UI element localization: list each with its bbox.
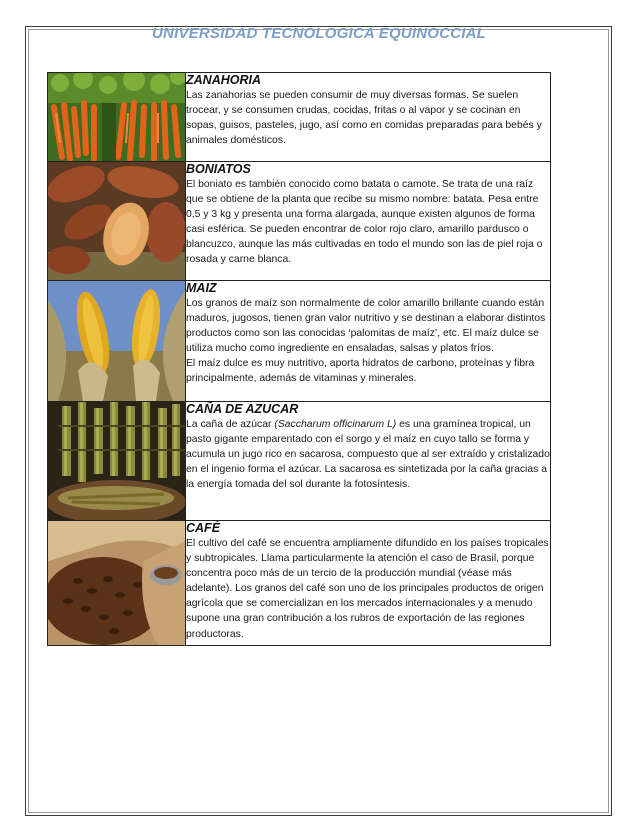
table-row-boniatos: [48, 162, 551, 281]
zanahoria-description-cell: [186, 73, 551, 162]
maiz-description-cell: [186, 281, 551, 402]
table-row-maiz: [48, 281, 551, 402]
crop-title: ZANAHORIA: [186, 73, 261, 87]
crop-paragraph: El boniato es también conocido como batata o camote. Se trata de una raíz que se obtiene de la planta que recibe su mismo nombre: batata. Pesa entre 0,5 y 3 kg y presenta una forma alargada, aunque existen algunos de forma casi esférica. Se pueden encontrar de color rojo claro, amarillo pardusco o blancuzco, aunque las más cultivadas en todo el mundo son las de piel roja o rosada y carne blanca.: [186, 179, 543, 266]
boniatos-description-cell: [186, 162, 551, 281]
scientific-name: (Saccharum officinarum L): [274, 419, 397, 430]
table-row-zanahoria: [48, 73, 551, 162]
crop-text-part: La caña de azúcar: [186, 419, 275, 430]
table-row-cana-de-azucar: [48, 402, 551, 521]
crop-title: MAIZ: [186, 281, 217, 295]
crop-paragraph: El cultivo del café se encuentra ampliamente difundido en los países tropicales y subtropicales. Llama particularmente la atención el caso de Brasil, porque concentra poco más de un tercio de la producción mundial (véase más adelante). Los granos del café son uno de los principales productos de origen agrícola que se comercializan en los mercados internacionales y a menudo supone una gran contribución a los rubros de exportación de las regiones productoras.: [186, 538, 549, 640]
crop-title: BONIATOS: [186, 162, 251, 176]
table-row-cafe: [48, 521, 551, 646]
crops-table: [47, 72, 551, 646]
sweet-potatoes-photo: [48, 162, 186, 281]
crop-title: CAÑA DE AZUCAR: [186, 402, 299, 416]
cana-description-cell: [186, 402, 551, 521]
crop-paragraph: Los granos de maíz son normalmente de color amarillo brillante cuando están maduros, jugosos, tienen gran valor nutritivo y se destinan a elaborar distintos productos como son las conocidas ‘palomitas de maíz’, etc. El maíz dulce se utiliza mucho como ingrediente en ensaladas, salsas y platos fríos.: [186, 298, 546, 355]
carrots-photo: [48, 73, 186, 162]
coffee-beans-photo: [48, 521, 186, 646]
corn-photo: [48, 281, 186, 402]
crop-paragraph: Las zanahorias se pueden consumir de muy diversas formas. Se suelen trocear, y se consumen crudas, cocidas, fritas o al vapor y se cocinan en sopas, guisos, pasteles, jugo, así como en comidas preparadas para bebés y animales domésticos.: [186, 90, 542, 147]
crop-title: CAFÉ: [186, 521, 221, 535]
crop-paragraph: El maíz dulce es muy nutritivo, aporta hidratos de carbono, proteínas y fibra principalmente, además de vitaminas y minerales.: [186, 358, 535, 385]
crop-paragraph: [186, 417, 550, 492]
cafe-description-cell: [186, 521, 551, 646]
page-header-title: UNIVERSIDAD TECNOLOGICA EQUINOCCIAL: [152, 25, 486, 42]
sugarcane-photo: [48, 402, 186, 521]
crop-text-part: es una gramínea tropical, un pasto gigante emparentado con el sorgo y el maíz en cuyo tallo se forma y acumula un jugo rico en sacarosa, compuesto que al ser extraído y cristalizado en el ingenio forma el azúcar. La sacarosa es sintetizada por la caña gracias a la energía tomada del sol durante la fotosíntesis.: [186, 419, 550, 491]
